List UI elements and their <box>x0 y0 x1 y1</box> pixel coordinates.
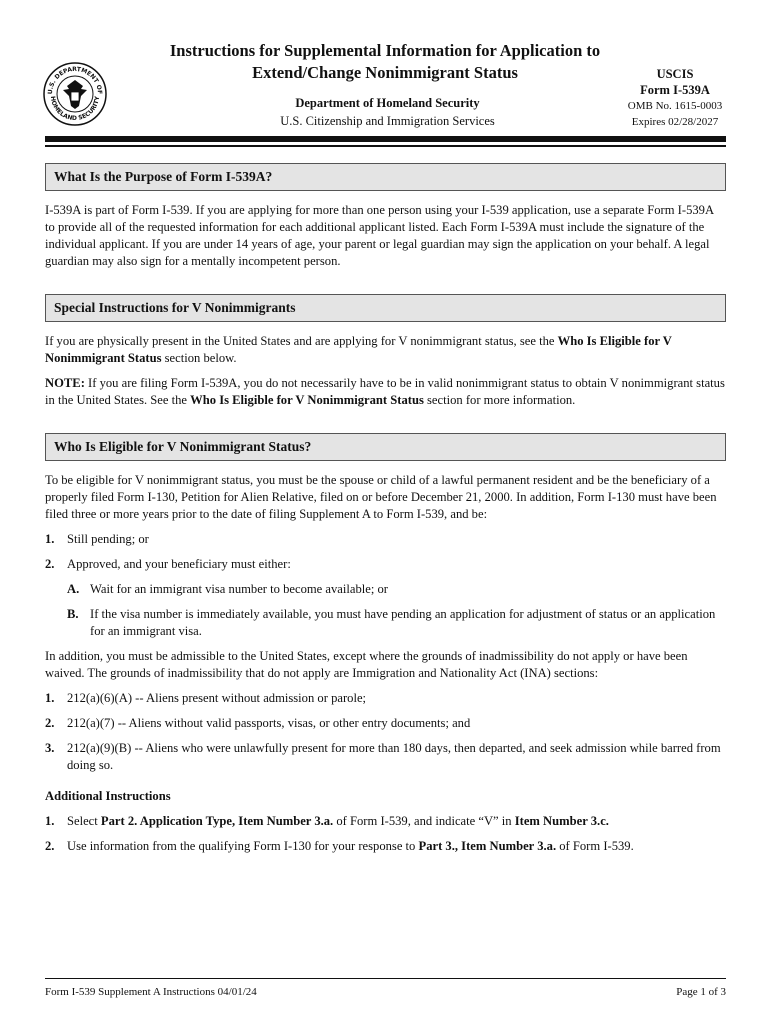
expiration-date: Expires 02/28/2027 <box>631 116 719 128</box>
admissible-paragraph: In addition, you must be admissible to the United States, except where the grounds of inadmissibility do not apply or have been waived. The grounds of inadmissibility that do not apply are Immigration and Nationality Act (INA) sections: <box>45 649 688 680</box>
svg-text:HOMELAND SECURITY: HOMELAND SECURITY <box>48 95 102 123</box>
header-rule-thin <box>45 145 726 147</box>
special-paragraph: If you are physically present in the United States and are applying for V nonimmigrant status, see the Who Is Eligible for V Nonimmigrant Status section below. <box>45 334 672 365</box>
department-block <box>225 94 550 130</box>
sub-list-item: A. Wait for an immigrant visa number to become available; or <box>67 582 388 596</box>
list-item: 2. Use information from the qualifying Form I-130 for your response to Part 3., Item Number 3.a. of Form I-539. <box>45 839 634 853</box>
svg-text:U.S. DEPARTMENT OF: U.S. DEPARTMENT OF <box>46 65 104 95</box>
form-number: Form I-539A <box>640 83 710 97</box>
dhs-seal-logo <box>43 62 107 126</box>
section-heading-special: Special Instructions for V Nonimmigrants <box>45 294 726 322</box>
section-heading-purpose: What Is the Purpose of Form I-539A? <box>45 163 726 191</box>
list-item: 1. Select Part 2. Application Type, Item Number 3.a. of Form I-539, and indicate “V” in Item Number 3.c. <box>45 814 609 828</box>
section-heading-eligible: Who Is Eligible for V Nonimmigrant Status? <box>45 433 726 461</box>
sub-list-item: B. If the visa number is immediately available, you must have pending an application for adjustment of status or an application for an immigrant visa. <box>67 607 716 638</box>
department-name: Department of Homeland Security <box>295 96 480 110</box>
additional-instructions-heading: Additional Instructions <box>45 789 171 803</box>
list-item: 1. Still pending; or <box>45 532 149 546</box>
note-paragraph: NOTE: If you are filing Form I-539A, you do not necessarily have to be in valid nonimmigrant status to obtain V nonimmigrant status in the United States. See the Who Is Eligible for V Nonimmigrant Status section for more information. <box>45 376 725 407</box>
list-item: 1. 212(a)(6)(A) -- Aliens present without admission or parole; <box>45 691 367 705</box>
page-number: Page 1 of 3 <box>676 986 726 998</box>
agency-name: U.S. Citizenship and Immigration Services <box>280 114 495 128</box>
list-item: 2. 212(a)(7) -- Aliens without valid passports, visas, or other entry documents; and <box>45 716 471 730</box>
purpose-paragraph: I-539A is part of Form I-539. If you are applying for more than one person using your I-539 application, use a separate Form I-539A to provide all of the requested information for each additional applicant listed. Each Form I-539A must include the signature of the individual applicant. If you are under 14 years of age, your parent or legal guardian may sign the application on your behalf. A legal guardian may also sign for a mentally incompetent person. <box>45 203 714 268</box>
list-item: 3. 212(a)(9)(B) -- Aliens who were unlawfully present for more than 180 days, then departed, and seek admission while barred from doing so. <box>45 741 721 772</box>
eligible-intro: To be eligible for V nonimmigrant status, you must be the spouse or child of a lawful permanent resident and be the beneficiary of a properly filed Form I-130, Petition for Alien Relative, filed on or before December 21, 2000. In addition, Form I-130 must have been filed three or more years prior to the date of filing Supplement A to Form I-539, and be: <box>45 473 717 521</box>
document-body <box>45 163 726 863</box>
list-item: 2. Approved, and your beneficiary must either: <box>45 557 291 571</box>
footer-form-edition: Form I-539 Supplement A Instructions 04/01/24 <box>45 986 257 998</box>
header-rule-thick <box>45 136 726 142</box>
omb-number: OMB No. 1615-0003 <box>627 100 723 112</box>
form-id-block: USCIS Form I-539A OMB No. 1615-0003 Expires 02/28/2027 <box>600 66 750 130</box>
footer-rule <box>45 978 726 979</box>
document-title: Instructions for Supplemental Information for Application to Extend/Change Nonimmigrant Status <box>169 41 601 82</box>
